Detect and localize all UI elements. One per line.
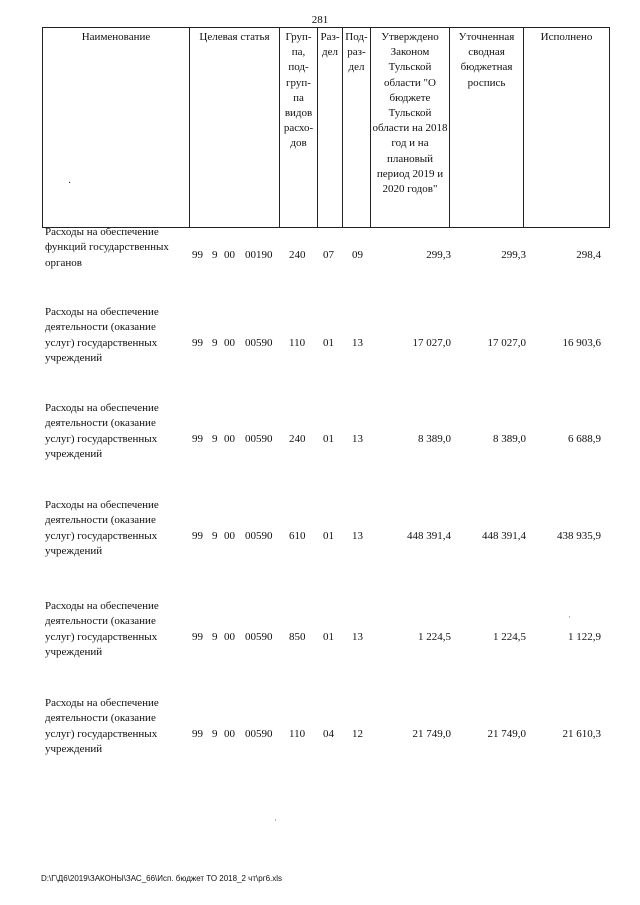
- header-approved: Утверждено Законом Тульской области "О бюджете Тульской области на 2018 год и на плановый период 2019 и 2020 годов": [371, 28, 450, 228]
- target-part: 00590: [245, 728, 273, 740]
- executed-amount: 298,4: [576, 249, 601, 261]
- expense-group-code: 850: [289, 631, 306, 643]
- target-part: 00590: [245, 530, 273, 542]
- target-part: 00: [224, 728, 235, 740]
- expense-group-code: 240: [289, 249, 306, 261]
- target-part: 9: [212, 631, 218, 643]
- row-name: Расходы на обеспечение деятельности (оказание услуг) государственных учреждений: [45, 697, 159, 756]
- section-code: 01: [323, 433, 334, 445]
- target-part: 00: [224, 433, 235, 445]
- executed-amount: 6 688,9: [568, 433, 601, 445]
- header-expense-group: Груп-па, под-груп-па видов расхо-дов: [280, 28, 318, 228]
- target-part: 99: [192, 530, 203, 542]
- target-part: 9: [212, 530, 218, 542]
- refined-amount: 17 027,0: [487, 337, 526, 349]
- scan-mark: ·: [568, 612, 571, 622]
- header-section: Раз-дел: [318, 28, 343, 228]
- target-part: 00590: [245, 631, 273, 643]
- target-part: 00: [224, 530, 235, 542]
- target-part: 00: [224, 631, 235, 643]
- approved-amount: 21 749,0: [412, 728, 451, 740]
- subsection-code: 13: [352, 631, 363, 643]
- executed-amount: 1 122,9: [568, 631, 601, 643]
- expense-group-code: 240: [289, 433, 306, 445]
- section-code: 01: [323, 530, 334, 542]
- page-number: 281: [311, 14, 329, 26]
- expense-group-code: 110: [289, 337, 306, 349]
- row-name: Расходы на обеспечение деятельности (оказание услуг) государственных учреждений: [45, 306, 159, 365]
- approved-amount: 8 389,0: [418, 433, 451, 445]
- section-code: 07: [323, 249, 334, 261]
- target-part: 00590: [245, 433, 273, 445]
- scan-mark: ·: [68, 178, 72, 189]
- row-name: Расходы на обеспечение функций государственных органов: [45, 226, 169, 269]
- target-part: 99: [192, 337, 203, 349]
- target-part: 99: [192, 728, 203, 740]
- target-part: 00: [224, 337, 235, 349]
- header-refined: Уточненная сводная бюджетная роспись: [450, 28, 524, 228]
- section-code: 04: [323, 728, 334, 740]
- subsection-code: 13: [352, 433, 363, 445]
- target-part: 9: [212, 249, 218, 261]
- row-name: Расходы на обеспечение деятельности (оказание услуг) государственных учреждений: [45, 499, 159, 558]
- target-part: 00190: [245, 249, 273, 261]
- section-code: 01: [323, 631, 334, 643]
- approved-amount: 299,3: [426, 249, 451, 261]
- subsection-code: 09: [352, 249, 363, 261]
- header-subsection: Под-раз-дел: [343, 28, 371, 228]
- refined-amount: 8 389,0: [493, 433, 526, 445]
- executed-amount: 438 935,9: [557, 530, 601, 542]
- target-part: 00590: [245, 337, 273, 349]
- target-part: 9: [212, 433, 218, 445]
- header-name: Наименование: [43, 28, 190, 228]
- approved-amount: 448 391,4: [407, 530, 451, 542]
- target-part: 99: [192, 433, 203, 445]
- header-executed: Исполнено: [524, 28, 610, 228]
- target-part: 99: [192, 631, 203, 643]
- refined-amount: 448 391,4: [482, 530, 526, 542]
- target-part: 00: [224, 249, 235, 261]
- target-part: 99: [192, 249, 203, 261]
- expense-group-code: 610: [289, 530, 306, 542]
- row-name: Расходы на обеспечение деятельности (оказание услуг) государственных учреждений: [45, 600, 159, 659]
- subsection-code: 13: [352, 530, 363, 542]
- section-code: 01: [323, 337, 334, 349]
- refined-amount: 21 749,0: [487, 728, 526, 740]
- table-header: [42, 27, 610, 228]
- subsection-code: 13: [352, 337, 363, 349]
- target-part: 9: [212, 337, 218, 349]
- target-part: 9: [212, 728, 218, 740]
- scan-mark: ·: [274, 815, 277, 825]
- refined-amount: 1 224,5: [493, 631, 526, 643]
- expense-group-code: 110: [289, 728, 306, 740]
- approved-amount: 1 224,5: [418, 631, 451, 643]
- refined-amount: 299,3: [501, 249, 526, 261]
- file-path-footer: D:\Г\Д6\2019\ЗАКОНЫ\ЗАС_66\Исп. бюджет ТО 2018_2 чт\рг6.xls: [41, 874, 283, 883]
- subsection-code: 12: [352, 728, 363, 740]
- header-target-article: Целевая статья: [190, 28, 280, 228]
- approved-amount: 17 027,0: [412, 337, 451, 349]
- row-name: Расходы на обеспечение деятельности (оказание услуг) государственных учреждений: [45, 402, 159, 461]
- executed-amount: 21 610,3: [562, 728, 601, 740]
- executed-amount: 16 903,6: [562, 337, 601, 349]
